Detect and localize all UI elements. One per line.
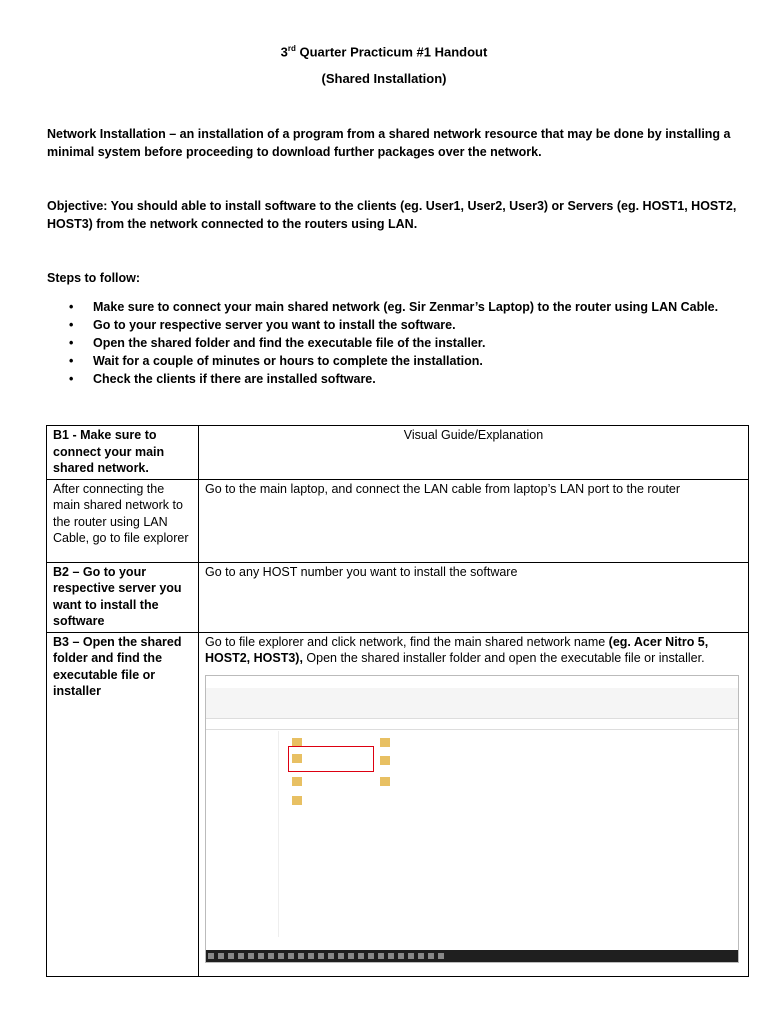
table-row [47, 426, 749, 480]
folder-icon [380, 777, 390, 786]
steps-list [47, 298, 747, 388]
guide-table [46, 425, 749, 977]
objective-paragraph: Objective: You should able to install software to the clients (eg. User1, User2, User3) or Servers (eg. HOST1, HOST2, HOST3) from the network connected to the routers using LAN. [47, 199, 737, 231]
steps-heading: Steps to follow: [47, 271, 141, 285]
folder-icon [292, 777, 302, 786]
list-item: • Open the shared folder and find the executable file of the installer. [47, 334, 747, 352]
list-item: • Go to your respective server you want to install the software. [47, 316, 747, 334]
highlighted-installer [288, 746, 374, 772]
taskbar [206, 950, 738, 962]
table-cell: After connecting the main shared network to the router using LAN Cable, go to file explorer [47, 479, 199, 562]
folder-icon [292, 796, 302, 805]
table-cell: B2 – Go to your respective server you want to install the software [47, 562, 199, 632]
table-row [47, 562, 749, 632]
table-row [47, 479, 749, 562]
table-row [47, 632, 749, 976]
list-item: • Wait for a couple of minutes or hours to complete the installation. [47, 352, 747, 370]
table-cell: Go to the main laptop, and connect the LAN cable from laptop’s LAN port to the router [199, 479, 749, 562]
folder-icon [380, 738, 390, 747]
table-cell: Go to file explorer and click network, find the main shared network name (eg. Acer Nitro 5, HOST2, HOST3), Open the shared installer folder and open the executable file or installer. [199, 632, 749, 976]
table-cell: B1 - Make sure to connect your main shared network. [47, 426, 199, 480]
list-item: • Check the clients if there are installed software. [47, 370, 747, 388]
table-header-cell: Visual Guide/Explanation [199, 426, 749, 480]
definition-paragraph: Network Installation – an installation of a program from a shared network resource that may be done by installing a minimal system before proceeding to download further packages over the network. [47, 127, 731, 159]
file-explorer-screenshot [205, 675, 739, 963]
folder-icon [380, 756, 390, 765]
page-subtitle: (Shared Installation) [321, 71, 447, 86]
table-cell: Go to any HOST number you want to install the software [199, 562, 749, 632]
page-title: 3rd Quarter Practicum #1 Handout [280, 44, 488, 60]
table-cell: B3 – Open the shared folder and find the executable file or installer [47, 632, 199, 976]
list-item: • Make sure to connect your main shared network (eg. Sir Zenmar’s Laptop) to the router using LAN Cable. [47, 298, 747, 316]
navigation-pane [206, 731, 279, 937]
